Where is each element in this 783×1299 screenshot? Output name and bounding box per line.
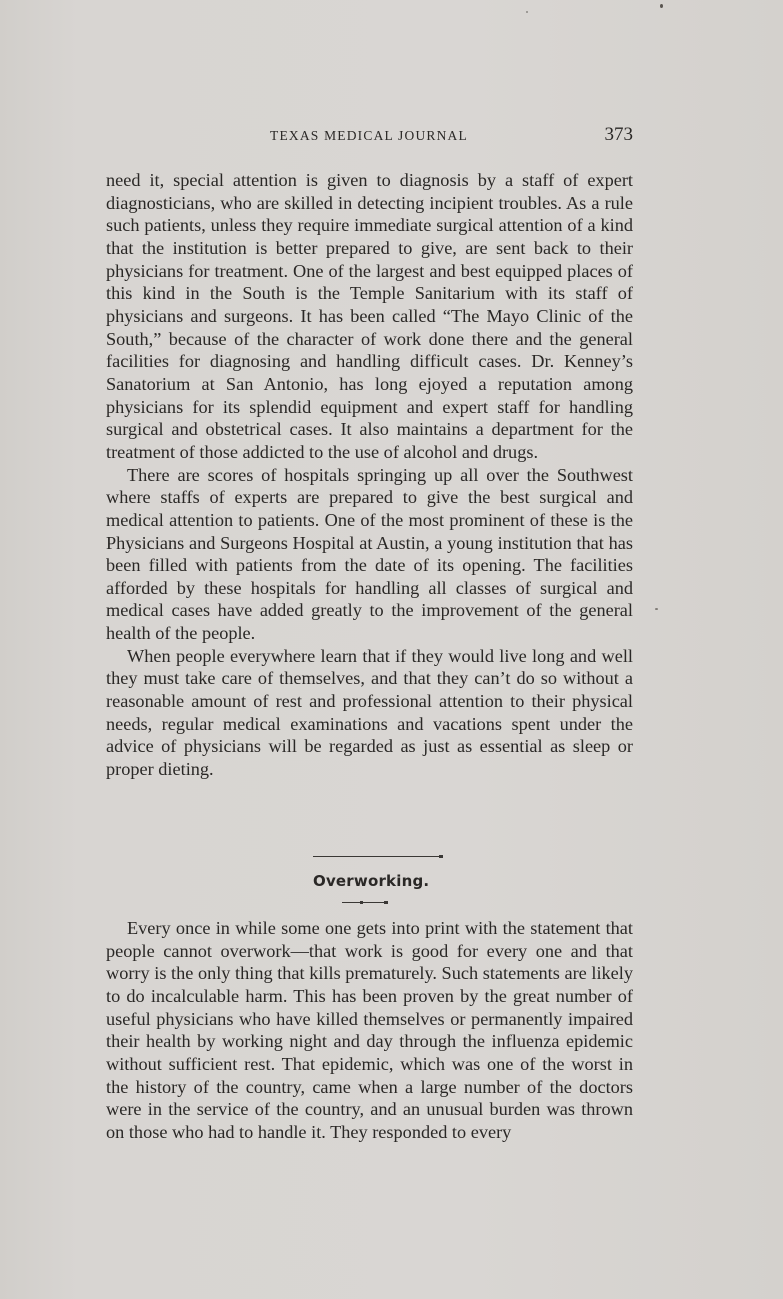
running-head: TEXAS MEDICAL JOURNAL: [270, 128, 468, 143]
page-header: [108, 124, 633, 148]
paper-speck: [526, 11, 528, 13]
section-divider-top: [313, 856, 441, 857]
article-body: [106, 169, 633, 781]
paper-speck: [655, 608, 658, 610]
paragraph-1: need it, special attention is given to diagnosis by a staff of expert diagnosticians, who are skilled in detecting incipient troubles. As a rule such patients, unless they require immediate surgical attention of a kind that the institution is better prepared to give, are sent back to their physicians for treatment. One of the largest and best equipped places of this kind in the South is the Temple Sanitarium with its staff of physicians and surgeons. It has been called “The Mayo Clinic of the South,” because of the character of work done there and the general facilities for diagnosing and handling difficult cases. Dr. Kenney’s Sanatorium at San Antonio, has long ejoyed a reputation among physicians for its splendid equipment and expert staff for handling surgical and obstetrical cases. It also maintains a department for the treatment of those addicted to the use of alcohol and drugs.: [106, 170, 633, 462]
section-divider-bottom: [342, 902, 386, 903]
paragraph-3: When people everywhere learn that if they would live long and well they must take care of themselves, and that they can’t do so without a reasonable amount of rest and professional attention to their physical needs, regular medical examinations and vacations spent under the advice of physicians will be regarded as just as essential as sleep or proper dieting.: [106, 645, 633, 780]
paragraph-2: There are scores of hospitals springing up all over the Southwest where staffs of experts are prepared to give the best surgical and medical attention to patients. One of the most prominent of these is the Physicians and Surgeons Hospital at Austin, a young institution that has been filled with patients from the date of its opening. The facilities afforded by these hospitals for handling all classes of surgical and medical cases have added greatly to the improvement of the general health of the people.: [106, 464, 633, 644]
section-paragraph: Every once in while some one gets into print with the statement that people cannot overwork—that work is good for every one and that worry is the only thing that kills prematurely. Such statements are likely to do incalculable harm. This has been proven by the great number of useful physicians who have killed themselves or permanently impaired their health by working night and day through the influenza epidemic without sufficient rest. That epidemic, which was one of the worst in the history of the country, came when a large number of the doctors were in the service of the country, and an unusual burden was thrown on those who had to handle it. They responded to every: [106, 918, 633, 1142]
section-body: [106, 917, 633, 1144]
paper-speck: [660, 4, 663, 8]
page-number: 373: [604, 124, 633, 145]
section-title: Overworking.: [313, 872, 430, 890]
